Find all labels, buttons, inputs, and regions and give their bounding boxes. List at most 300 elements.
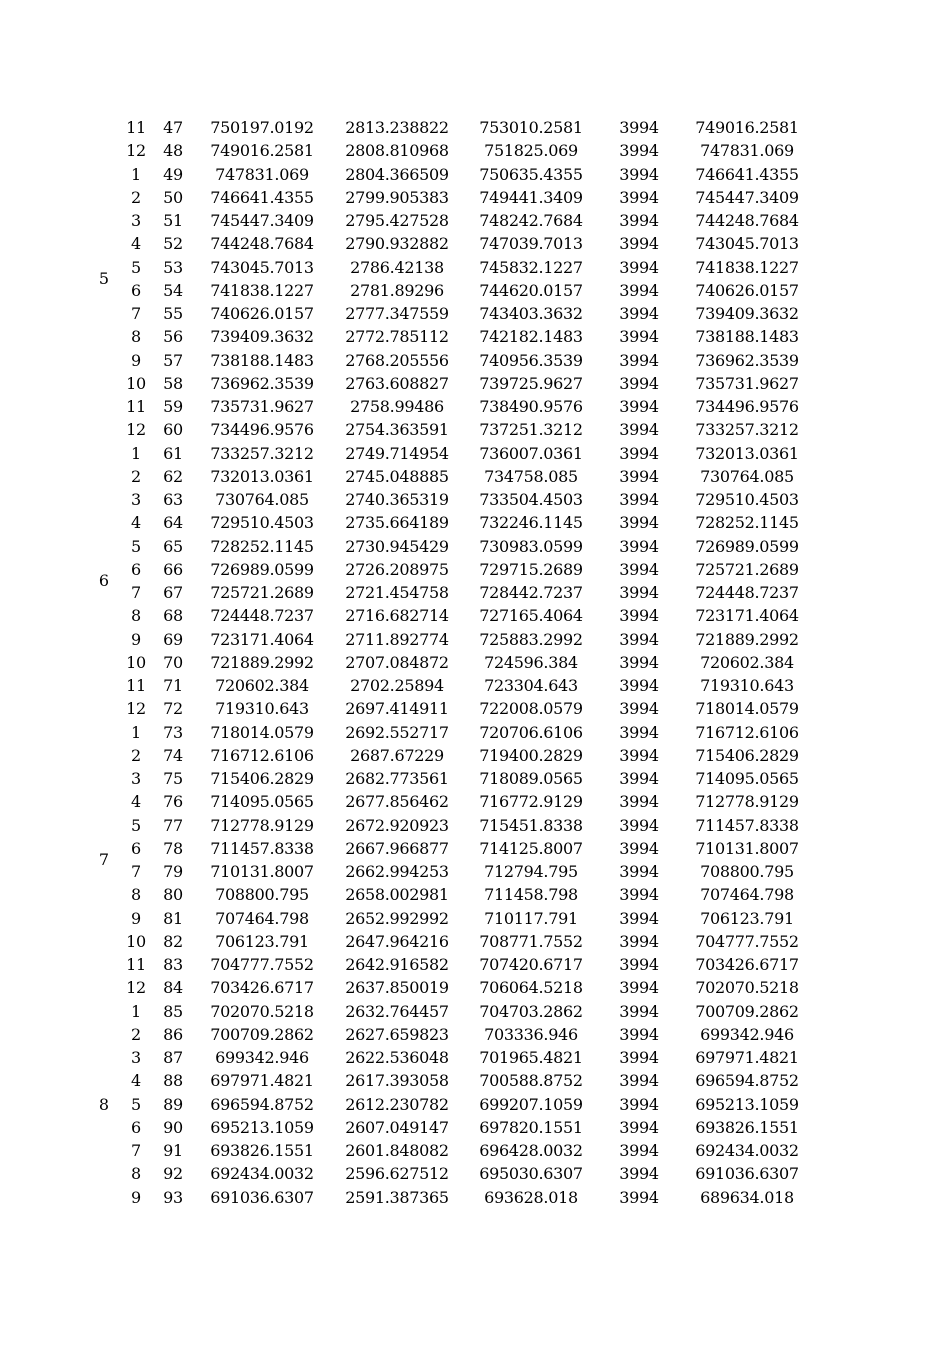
interest-cell: 2777.347559: [345, 304, 449, 323]
period-cell: 81: [163, 908, 183, 928]
payment-cell: 3994: [619, 699, 659, 719]
opening-balance-cell: 697971.4821: [210, 1071, 314, 1091]
payment-cell: 3994: [619, 722, 659, 742]
table-row: [0, 1069, 950, 1092]
interest-cell: 2591.387365: [345, 1187, 449, 1207]
month-cell: 1: [131, 722, 141, 742]
payment-cell: 3994: [619, 652, 659, 672]
balance-with-interest-cell: 706064.5218: [479, 978, 583, 998]
table-row: [0, 209, 950, 232]
payment-cell: 3994: [619, 931, 659, 951]
interest-cell: 2813.238822: [345, 118, 449, 137]
payment-cell: 3994: [619, 629, 659, 649]
opening-balance-cell: 723171.4064: [210, 629, 314, 649]
closing-balance-cell: 692434.0032: [695, 1141, 799, 1160]
opening-balance-cell: 692434.0032: [210, 1164, 314, 1184]
interest-cell: 2804.366509: [345, 164, 449, 184]
balance-with-interest-cell: 719400.2829: [479, 745, 583, 765]
closing-balance-cell: 704777.7552: [695, 931, 799, 951]
table-row: [0, 1139, 950, 1162]
opening-balance-cell: 711457.8338: [210, 838, 314, 858]
opening-balance-cell: 716712.6106: [210, 745, 314, 765]
period-cell: 80: [163, 885, 183, 905]
table-row: [0, 232, 950, 255]
table-row: [0, 930, 950, 953]
opening-balance-cell: 744248.7684: [210, 234, 314, 254]
month-cell: 10: [126, 373, 146, 393]
period-cell: 49: [163, 164, 183, 184]
opening-balance-cell: 732013.0361: [210, 466, 314, 486]
payment-cell: 3994: [619, 583, 659, 602]
closing-balance-cell: 747831.069: [700, 141, 794, 161]
interest-cell: 2647.964216: [345, 931, 449, 951]
table-row: [0, 651, 950, 674]
opening-balance-cell: 738188.1483: [210, 350, 314, 370]
period-cell: 83: [163, 955, 183, 974]
opening-balance-cell: 715406.2829: [210, 769, 314, 788]
opening-balance-cell: 740626.0157: [210, 304, 314, 323]
interest-cell: 2735.664189: [345, 513, 449, 533]
closing-balance-cell: 693826.1551: [695, 1117, 799, 1137]
closing-balance-cell: 714095.0565: [695, 769, 799, 788]
table-row: [0, 697, 950, 720]
payment-cell: 3994: [619, 280, 659, 300]
table-row: [0, 442, 950, 465]
interest-cell: 2749.714954: [345, 443, 449, 463]
opening-balance-cell: 700709.2862: [210, 1024, 314, 1044]
closing-balance-cell: 712778.9129: [695, 792, 799, 812]
table-row: [0, 418, 950, 441]
month-cell: 3: [131, 211, 141, 230]
table-row: [0, 1023, 950, 1046]
payment-cell: 3994: [619, 397, 659, 416]
balance-with-interest-cell: 748242.7684: [479, 211, 583, 230]
closing-balance-cell: 706123.791: [700, 908, 794, 928]
period-cell: 53: [163, 257, 183, 277]
table-row: [0, 372, 950, 395]
interest-cell: 2601.848082: [345, 1141, 449, 1160]
payment-cell: 3994: [619, 187, 659, 207]
period-cell: 69: [163, 629, 183, 649]
closing-balance-cell: 707464.798: [700, 885, 794, 905]
balance-with-interest-cell: 751825.069: [484, 141, 578, 161]
month-cell: 7: [131, 862, 141, 881]
balance-with-interest-cell: 736007.0361: [479, 443, 583, 463]
table-row: [0, 837, 950, 860]
interest-cell: 2799.905383: [345, 187, 449, 207]
payment-cell: 3994: [619, 350, 659, 370]
period-cell: 62: [163, 466, 183, 486]
interest-cell: 2790.932882: [345, 234, 449, 254]
period-cell: 76: [163, 792, 183, 812]
payment-cell: 3994: [619, 466, 659, 486]
month-cell: 5: [131, 815, 141, 835]
opening-balance-cell: 696594.8752: [210, 1094, 314, 1114]
interest-cell: 2730.945429: [345, 536, 449, 556]
interest-cell: 2726.208975: [345, 559, 449, 579]
payment-cell: 3994: [619, 815, 659, 835]
closing-balance-cell: 691036.6307: [695, 1164, 799, 1184]
period-cell: 70: [163, 652, 183, 672]
opening-balance-cell: 735731.9627: [210, 397, 314, 416]
closing-balance-cell: 695213.1059: [695, 1094, 799, 1114]
month-cell: 6: [131, 280, 141, 300]
interest-cell: 2772.785112: [345, 327, 449, 347]
period-cell: 60: [163, 420, 183, 440]
payment-cell: 3994: [619, 257, 659, 277]
balance-with-interest-cell: 740956.3539: [479, 350, 583, 370]
table-row: [0, 767, 950, 790]
month-cell: 12: [126, 978, 146, 998]
month-cell: 2: [131, 187, 141, 207]
closing-balance-cell: 728252.1145: [695, 513, 799, 533]
balance-with-interest-cell: 715451.8338: [479, 815, 583, 835]
payment-cell: 3994: [619, 1164, 659, 1184]
interest-cell: 2808.810968: [345, 141, 449, 161]
payment-cell: 3994: [619, 955, 659, 974]
balance-with-interest-cell: 732246.1145: [479, 513, 583, 533]
month-cell: 4: [131, 1071, 141, 1091]
period-cell: 72: [163, 699, 183, 719]
balance-with-interest-cell: 707420.6717: [479, 955, 583, 974]
closing-balance-cell: 689634.018: [700, 1187, 794, 1207]
opening-balance-cell: 710131.8007: [210, 862, 314, 881]
month-cell: 5: [131, 536, 141, 556]
closing-balance-cell: 697971.4821: [695, 1048, 799, 1067]
interest-cell: 2702.25894: [350, 676, 444, 695]
interest-cell: 2612.230782: [345, 1094, 449, 1114]
payment-cell: 3994: [619, 1001, 659, 1021]
closing-balance-cell: 725721.2689: [695, 559, 799, 579]
interest-cell: 2711.892774: [345, 629, 449, 649]
period-cell: 68: [163, 606, 183, 626]
period-cell: 74: [163, 745, 183, 765]
interest-cell: 2781.89296: [350, 280, 444, 300]
interest-cell: 2658.002981: [345, 885, 449, 905]
month-cell: 11: [126, 397, 146, 416]
opening-balance-cell: 750197.0192: [210, 118, 314, 137]
payment-cell: 3994: [619, 327, 659, 347]
balance-with-interest-cell: 738490.9576: [479, 397, 583, 416]
closing-balance-cell: 738188.1483: [695, 327, 799, 347]
interest-cell: 2617.393058: [345, 1071, 449, 1091]
closing-balance-cell: 726989.0599: [695, 536, 799, 556]
opening-balance-cell: 721889.2992: [210, 652, 314, 672]
month-cell: 6: [131, 559, 141, 579]
closing-balance-cell: 719310.643: [700, 676, 794, 695]
closing-balance-cell: 702070.5218: [695, 978, 799, 998]
balance-with-interest-cell: 724596.384: [484, 652, 578, 672]
month-cell: 2: [131, 745, 141, 765]
interest-cell: 2795.427528: [345, 211, 449, 230]
month-cell: 2: [131, 1024, 141, 1044]
table-row: [0, 674, 950, 697]
balance-with-interest-cell: 701965.4821: [479, 1048, 583, 1067]
interest-cell: 2632.764457: [345, 1001, 449, 1021]
period-cell: 58: [163, 373, 183, 393]
balance-with-interest-cell: 695030.6307: [479, 1164, 583, 1184]
period-cell: 71: [163, 676, 183, 695]
payment-cell: 3994: [619, 1187, 659, 1207]
interest-cell: 2687.67229: [350, 745, 444, 765]
closing-balance-cell: 729510.4503: [695, 490, 799, 509]
opening-balance-cell: 730764.085: [215, 490, 309, 509]
table-row: [0, 465, 950, 488]
opening-balance-cell: 691036.6307: [210, 1187, 314, 1207]
month-cell: 9: [131, 1187, 141, 1207]
period-cell: 82: [163, 931, 183, 951]
payment-cell: 3994: [619, 1048, 659, 1067]
payment-cell: 3994: [619, 443, 659, 463]
payment-cell: 3994: [619, 1071, 659, 1091]
month-cell: 12: [126, 699, 146, 719]
month-cell: 7: [131, 1141, 141, 1160]
payment-cell: 3994: [619, 373, 659, 393]
balance-with-interest-cell: 750635.4355: [479, 164, 583, 184]
table-row: [0, 349, 950, 372]
table-row: [0, 860, 950, 883]
balance-with-interest-cell: 727165.4064: [479, 606, 583, 626]
payment-cell: 3994: [619, 118, 659, 137]
interest-cell: 2758.99486: [350, 397, 444, 416]
closing-balance-cell: 733257.3212: [695, 420, 799, 440]
table-row: [0, 163, 950, 186]
balance-with-interest-cell: 710117.791: [484, 908, 578, 928]
closing-balance-cell: 743045.7013: [695, 234, 799, 254]
period-cell: 93: [163, 1187, 183, 1207]
closing-balance-cell: 734496.9576: [695, 397, 799, 416]
period-cell: 92: [163, 1164, 183, 1184]
payment-cell: 3994: [619, 304, 659, 323]
closing-balance-cell: 735731.9627: [695, 373, 799, 393]
closing-balance-cell: 740626.0157: [695, 280, 799, 300]
payment-cell: 3994: [619, 978, 659, 998]
balance-with-interest-cell: 739725.9627: [479, 373, 583, 393]
interest-cell: 2607.049147: [345, 1117, 449, 1137]
month-cell: 1: [131, 1001, 141, 1021]
month-cell: 5: [131, 1094, 141, 1114]
period-cell: 75: [163, 769, 183, 788]
interest-cell: 2672.920923: [345, 815, 449, 835]
month-cell: 10: [126, 931, 146, 951]
payment-cell: 3994: [619, 559, 659, 579]
table-row: [0, 814, 950, 837]
opening-balance-cell: 741838.1227: [210, 280, 314, 300]
balance-with-interest-cell: 703336.946: [484, 1024, 578, 1044]
interest-cell: 2596.627512: [345, 1164, 449, 1184]
interest-cell: 2754.363591: [345, 420, 449, 440]
closing-balance-cell: 749016.2581: [695, 118, 799, 137]
balance-with-interest-cell: 722008.0579: [479, 699, 583, 719]
opening-balance-cell: 720602.384: [215, 676, 309, 695]
closing-balance-cell: 699342.946: [700, 1024, 794, 1044]
balance-with-interest-cell: 737251.3212: [479, 420, 583, 440]
interest-cell: 2768.205556: [345, 350, 449, 370]
table-row: [0, 604, 950, 627]
opening-balance-cell: 736962.3539: [210, 373, 314, 393]
payment-cell: 3994: [619, 606, 659, 626]
balance-with-interest-cell: 704703.2862: [479, 1001, 583, 1021]
month-cell: 11: [126, 955, 146, 974]
opening-balance-cell: 745447.3409: [210, 211, 314, 230]
period-cell: 88: [163, 1071, 183, 1091]
closing-balance-cell: 708800.795: [700, 862, 794, 881]
closing-balance-cell: 718014.0579: [695, 699, 799, 719]
month-cell: 4: [131, 513, 141, 533]
month-cell: 11: [126, 676, 146, 695]
period-cell: 56: [163, 327, 183, 347]
table-row: [0, 721, 950, 744]
table-row: [0, 279, 950, 302]
opening-balance-cell: 706123.791: [215, 931, 309, 951]
table-row: [0, 628, 950, 651]
balance-with-interest-cell: 734758.085: [484, 466, 578, 486]
period-cell: 54: [163, 280, 183, 300]
period-cell: 57: [163, 350, 183, 370]
table-row: [0, 1186, 950, 1209]
period-cell: 79: [163, 862, 183, 881]
interest-cell: 2637.850019: [345, 978, 449, 998]
closing-balance-cell: 696594.8752: [695, 1071, 799, 1091]
balance-with-interest-cell: 711458.798: [484, 885, 578, 905]
opening-balance-cell: 704777.7552: [210, 955, 314, 974]
table-row: [0, 976, 950, 999]
month-cell: 3: [131, 1048, 141, 1067]
balance-with-interest-cell: 716772.9129: [479, 792, 583, 812]
opening-balance-cell: 726989.0599: [210, 559, 314, 579]
period-cell: 61: [163, 443, 183, 463]
table-row: [0, 907, 950, 930]
closing-balance-cell: 732013.0361: [695, 443, 799, 463]
opening-balance-cell: 728252.1145: [210, 536, 314, 556]
opening-balance-cell: 734496.9576: [210, 420, 314, 440]
payment-cell: 3994: [619, 141, 659, 161]
month-cell: 1: [131, 164, 141, 184]
opening-balance-cell: 708800.795: [215, 885, 309, 905]
interest-cell: 2697.414911: [345, 699, 449, 719]
interest-cell: 2692.552717: [345, 722, 449, 742]
month-cell: 4: [131, 792, 141, 812]
interest-cell: 2682.773561: [345, 769, 449, 788]
opening-balance-cell: 747831.069: [215, 164, 309, 184]
payment-cell: 3994: [619, 1117, 659, 1137]
balance-with-interest-cell: 693628.018: [484, 1187, 578, 1207]
table-row: [0, 883, 950, 906]
closing-balance-cell: 730764.085: [700, 466, 794, 486]
opening-balance-cell: 729510.4503: [210, 513, 314, 533]
period-cell: 85: [163, 1001, 183, 1021]
interest-cell: 2716.682714: [345, 606, 449, 626]
payment-cell: 3994: [619, 164, 659, 184]
table-row: [0, 558, 950, 581]
closing-balance-cell: 711457.8338: [695, 815, 799, 835]
year-label: 8: [98, 1094, 110, 1114]
year-label: 6: [98, 571, 110, 591]
balance-with-interest-cell: 728442.7237: [479, 583, 583, 602]
closing-balance-cell: 744248.7684: [695, 211, 799, 230]
interest-cell: 2740.365319: [345, 490, 449, 509]
balance-with-interest-cell: 742182.1483: [479, 327, 583, 347]
interest-cell: 2662.994253: [345, 862, 449, 881]
period-cell: 59: [163, 397, 183, 416]
month-cell: 8: [131, 606, 141, 626]
table-row: [0, 139, 950, 162]
closing-balance-cell: 745447.3409: [695, 187, 799, 207]
period-cell: 51: [163, 211, 183, 230]
payment-cell: 3994: [619, 513, 659, 533]
closing-balance-cell: 746641.4355: [695, 164, 799, 184]
month-cell: 6: [131, 838, 141, 858]
interest-cell: 2763.608827: [345, 373, 449, 393]
balance-with-interest-cell: 725883.2992: [479, 629, 583, 649]
table-row: [0, 1162, 950, 1185]
period-cell: 50: [163, 187, 183, 207]
closing-balance-cell: 720602.384: [700, 652, 794, 672]
opening-balance-cell: 746641.4355: [210, 187, 314, 207]
balance-with-interest-cell: 743403.3632: [479, 304, 583, 323]
opening-balance-cell: 712778.9129: [210, 815, 314, 835]
payment-cell: 3994: [619, 885, 659, 905]
balance-with-interest-cell: 753010.2581: [479, 118, 583, 137]
month-cell: 9: [131, 629, 141, 649]
table-row: [0, 953, 950, 976]
closing-balance-cell: 715406.2829: [695, 745, 799, 765]
interest-cell: 2642.916582: [345, 955, 449, 974]
period-cell: 87: [163, 1048, 183, 1067]
closing-balance-cell: 741838.1227: [695, 257, 799, 277]
month-cell: 8: [131, 327, 141, 347]
balance-with-interest-cell: 696428.0032: [479, 1141, 583, 1160]
closing-balance-cell: 721889.2992: [695, 629, 799, 649]
payment-cell: 3994: [619, 211, 659, 230]
table-row: [0, 1046, 950, 1069]
closing-balance-cell: 703426.6717: [695, 955, 799, 974]
opening-balance-cell: 725721.2689: [210, 583, 314, 602]
month-cell: 1: [131, 443, 141, 463]
table-row: [0, 1116, 950, 1139]
table-row: [0, 511, 950, 534]
table-row: [0, 395, 950, 418]
opening-balance-cell: 703426.6717: [210, 978, 314, 998]
table-row: [0, 744, 950, 767]
balance-with-interest-cell: 730983.0599: [479, 536, 583, 556]
balance-with-interest-cell: 720706.6106: [479, 722, 583, 742]
opening-balance-cell: 695213.1059: [210, 1117, 314, 1137]
balance-with-interest-cell: 744620.0157: [479, 280, 583, 300]
month-cell: 8: [131, 1164, 141, 1184]
opening-balance-cell: 714095.0565: [210, 792, 314, 812]
month-cell: 10: [126, 652, 146, 672]
table-row: [0, 488, 950, 511]
balance-with-interest-cell: 749441.3409: [479, 187, 583, 207]
payment-cell: 3994: [619, 792, 659, 812]
period-cell: 90: [163, 1117, 183, 1137]
period-cell: 77: [163, 815, 183, 835]
period-cell: 64: [163, 513, 183, 533]
month-cell: 3: [131, 490, 141, 509]
period-cell: 84: [163, 978, 183, 998]
interest-cell: 2667.966877: [345, 838, 449, 858]
table-row: [0, 581, 950, 604]
month-cell: 2: [131, 466, 141, 486]
payment-cell: 3994: [619, 536, 659, 556]
opening-balance-cell: 707464.798: [215, 908, 309, 928]
opening-balance-cell: 702070.5218: [210, 1001, 314, 1021]
opening-balance-cell: 699342.946: [215, 1048, 309, 1067]
month-cell: 11: [126, 118, 146, 137]
balance-with-interest-cell: 708771.7552: [479, 931, 583, 951]
payment-cell: 3994: [619, 745, 659, 765]
